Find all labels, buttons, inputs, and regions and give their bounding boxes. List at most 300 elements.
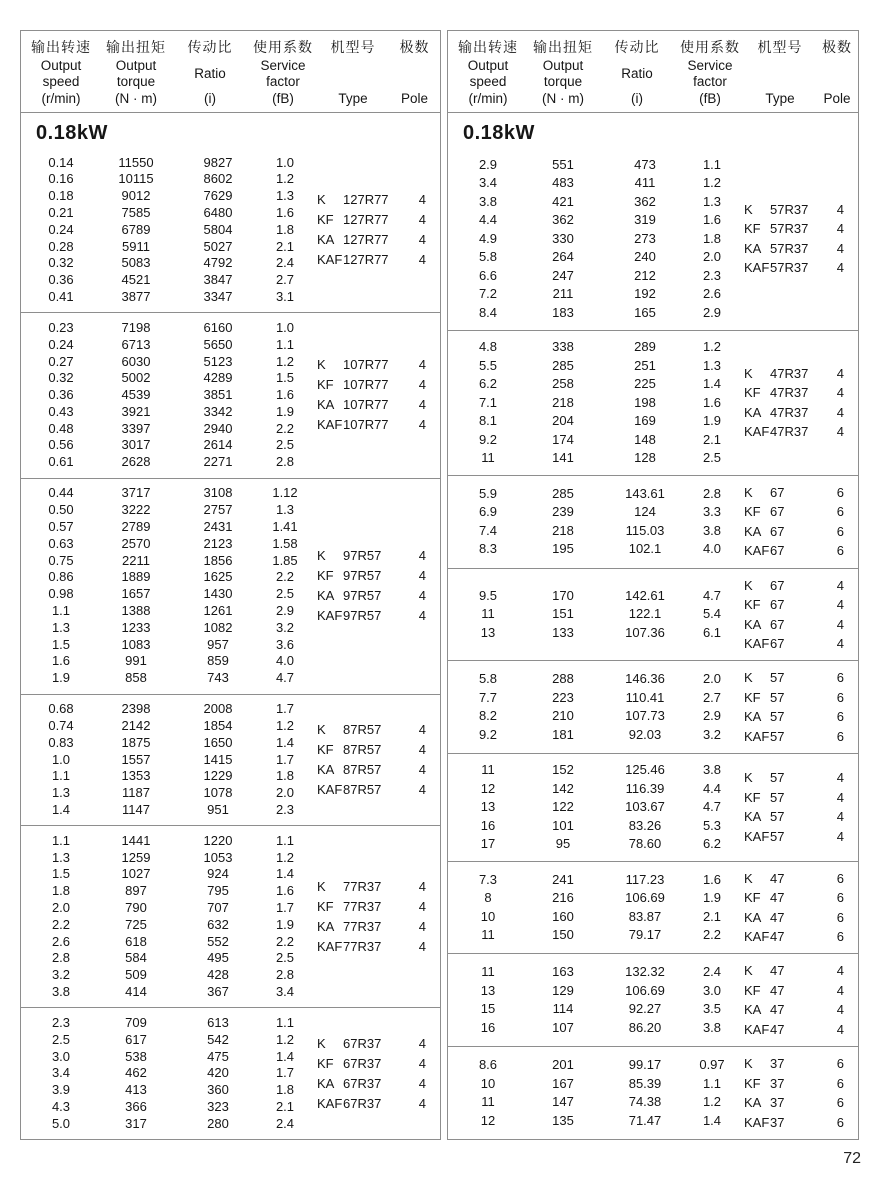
pole-value: 4 — [836, 636, 844, 651]
data-cell: 3222 — [121, 502, 151, 518]
data-cell: 1.1 — [275, 336, 295, 352]
type-prefix: K — [317, 192, 326, 208]
pole-value: 6 — [836, 1095, 844, 1111]
data-cell: 1625 — [203, 569, 233, 585]
type-entry — [744, 200, 846, 220]
type-entry — [317, 917, 428, 937]
type-model: 47 — [770, 890, 785, 906]
data-cell: 3017 — [121, 437, 151, 453]
header-en-line: Output — [542, 57, 584, 73]
pole-value: 6 — [836, 909, 844, 925]
data-cell: 5.9 — [478, 485, 498, 501]
data-cell: 743 — [207, 670, 229, 686]
data-cell: 135 — [552, 1112, 574, 1128]
header-col-1 — [101, 38, 171, 107]
type-entry — [317, 566, 428, 586]
data-cell: 107.36 — [625, 624, 665, 640]
pole-value: 4 — [836, 828, 844, 844]
type-model: 67 — [770, 597, 785, 612]
data-cell: 241 — [552, 871, 574, 887]
data-cell: 1.4 — [275, 734, 295, 750]
header-col-4 — [744, 38, 816, 107]
pole-value: 4 — [418, 761, 426, 777]
type-prefix: KF — [744, 982, 761, 998]
header-label-en — [687, 57, 732, 90]
data-cell: 2.8 — [275, 967, 295, 983]
type-model: 87R57 — [343, 741, 382, 757]
data-cell: 165 — [634, 304, 656, 320]
type-prefix: KAF — [317, 938, 343, 954]
data-cell: 319 — [634, 212, 656, 228]
data-cell: 1.1 — [275, 832, 295, 848]
type-prefix: KF — [744, 689, 761, 705]
data-cell: 1.6 — [275, 387, 295, 403]
header-col-0 — [21, 38, 101, 107]
type-entry — [744, 541, 846, 561]
data-cell: 584 — [125, 950, 147, 966]
pole-value: 4 — [836, 404, 844, 420]
data-cell: 5.5 — [478, 357, 498, 373]
data-cell: 317 — [125, 1115, 147, 1131]
type-list — [317, 720, 428, 800]
pole-value: 6 — [836, 689, 844, 705]
type-model: 57 — [770, 828, 785, 844]
header-col-0 — [448, 38, 528, 107]
data-cell: 107.73 — [625, 708, 665, 724]
data-cell: 3.8 — [702, 522, 722, 538]
data-cell: 2.1 — [702, 431, 722, 447]
data-cell: 859 — [207, 653, 229, 669]
pole-value: 4 — [836, 240, 844, 256]
pole-value: 4 — [836, 385, 844, 401]
data-cell: 5.8 — [478, 249, 498, 265]
data-cell: 551 — [552, 156, 574, 172]
data-cell: 0.97 — [699, 1057, 725, 1073]
pole-value: 4 — [836, 424, 844, 440]
data-cell: 251 — [634, 357, 656, 373]
type-prefix: K — [744, 577, 753, 593]
type-model: 57R37 — [770, 240, 809, 256]
data-cell: 1.2 — [275, 353, 295, 369]
data-cell: 2.5 — [275, 437, 295, 453]
data-cell: 2.7 — [702, 689, 722, 705]
data-cell: 5.0 — [51, 1115, 71, 1131]
header-en-line: Ratio — [621, 65, 653, 81]
data-cell: 3.2 — [275, 619, 295, 635]
type-prefix: KF — [317, 1055, 334, 1071]
data-rows — [456, 871, 740, 945]
type-model: 97R57 — [343, 588, 382, 604]
type-model: 47 — [770, 909, 785, 925]
data-cell: 92.27 — [628, 1001, 662, 1017]
type-model: 67 — [770, 616, 785, 632]
pole-value: 4 — [418, 878, 426, 894]
data-cell: 8 — [484, 890, 492, 906]
type-prefix: KF — [317, 568, 334, 584]
data-cell: 428 — [207, 967, 229, 983]
data-cell: 2.9 — [702, 708, 722, 724]
data-block — [448, 475, 858, 568]
data-cell: 0.61 — [48, 454, 74, 470]
data-cell: 11 — [481, 964, 495, 980]
blocks-container — [448, 148, 858, 1139]
data-cell: 2.2 — [275, 933, 295, 949]
data-cell: 411 — [634, 175, 656, 191]
pole-value: 6 — [836, 543, 844, 559]
data-cell: 1.1 — [51, 602, 71, 618]
header-unit: (N · m) — [115, 91, 157, 106]
type-model: 107R77 — [343, 397, 389, 413]
data-cell: 3342 — [203, 403, 233, 419]
type-prefix: K — [744, 670, 753, 686]
data-cell: 106.69 — [625, 982, 665, 998]
data-cell: 2.9 — [478, 156, 498, 172]
data-cell: 957 — [207, 636, 229, 652]
type-prefix: KAF — [744, 828, 770, 844]
type-prefix: KA — [317, 761, 335, 777]
data-cell: 2.4 — [275, 255, 295, 271]
pole-value: 4 — [836, 789, 844, 805]
type-entry — [744, 908, 846, 928]
data-cell: 707 — [207, 900, 229, 916]
data-cell: 11 — [481, 762, 495, 778]
data-cell: 6.2 — [478, 376, 498, 392]
data-cell: 1.1 — [51, 832, 71, 848]
data-cell: 0.28 — [48, 238, 74, 254]
data-cell: 1.6 — [702, 394, 722, 410]
data-cell: 1147 — [122, 801, 150, 817]
data-cell: 7.7 — [478, 689, 498, 705]
type-model: 47R37 — [770, 385, 809, 401]
header-label-zh: 极数 — [822, 39, 852, 55]
blocks-container — [21, 148, 440, 1139]
type-model: 77R37 — [343, 878, 382, 894]
header-label-zh: 机型号 — [757, 39, 803, 55]
data-cell: 1.9 — [51, 670, 71, 686]
data-cell: 85.39 — [628, 1075, 662, 1091]
header-unit: (i) — [204, 91, 216, 106]
header-label-en — [621, 57, 653, 90]
type-entry — [744, 239, 846, 259]
data-cell: 3.5 — [702, 1001, 722, 1017]
type-entry — [317, 546, 428, 566]
data-cell: 2628 — [121, 454, 151, 470]
data-block — [21, 148, 440, 312]
data-cell: 4.0 — [702, 541, 722, 557]
data-cell: 92.03 — [628, 726, 662, 742]
data-cell: 10 — [480, 908, 496, 924]
type-entry — [744, 576, 846, 596]
pole-value: 4 — [418, 898, 426, 914]
pole-value: 6 — [836, 1075, 844, 1091]
data-cell: 3.1 — [275, 288, 295, 304]
type-prefix: KAF — [744, 929, 770, 945]
data-cell: 160 — [552, 908, 574, 924]
pole-value: 4 — [418, 232, 426, 248]
data-rows — [456, 963, 740, 1037]
type-entry — [744, 869, 846, 889]
data-cell: 5911 — [122, 238, 150, 254]
data-block — [448, 953, 858, 1046]
type-entry — [744, 827, 846, 847]
type-prefix: K — [317, 721, 326, 737]
data-cell: 1.1 — [275, 1014, 295, 1030]
data-cell: 8.1 — [478, 413, 498, 429]
data-cell: 110.41 — [625, 689, 665, 705]
type-model: 67R37 — [343, 1055, 382, 1071]
type-prefix: K — [317, 1035, 326, 1051]
header-en-line: Output — [115, 57, 157, 73]
type-prefix: KA — [744, 523, 762, 539]
data-cell: 103.67 — [625, 799, 665, 815]
header-en-line: torque — [543, 73, 583, 89]
data-cell: 3.9 — [51, 1082, 71, 1098]
type-model: 67 — [770, 484, 785, 500]
table-header — [21, 31, 440, 113]
data-block — [21, 694, 440, 826]
data-cell: 240 — [634, 249, 656, 265]
type-prefix: KF — [744, 1075, 761, 1091]
data-cell: 1.12 — [272, 485, 298, 501]
type-prefix: K — [744, 870, 753, 886]
header-en-line: factor — [693, 73, 727, 89]
data-cell: 146.36 — [625, 671, 665, 687]
data-block — [21, 312, 440, 477]
type-model: 37 — [770, 1114, 785, 1130]
type-model: 87R57 — [343, 781, 382, 797]
pole-value: 6 — [836, 1114, 844, 1130]
data-cell: 1.9 — [275, 403, 295, 419]
data-cell: 117.23 — [625, 871, 665, 887]
data-cell: 247 — [552, 267, 574, 283]
data-cell: 795 — [207, 883, 229, 899]
data-cell: 0.86 — [48, 569, 74, 585]
data-cell: 413 — [125, 1082, 147, 1098]
type-model: 77R37 — [343, 898, 382, 914]
data-cell: 1.5 — [51, 636, 71, 652]
type-entry — [744, 1020, 846, 1040]
data-cell: 0.16 — [48, 171, 74, 187]
data-cell: 7629 — [203, 188, 233, 204]
data-cell: 17 — [480, 836, 496, 852]
data-cell: 1854 — [203, 717, 233, 733]
data-block — [448, 148, 858, 330]
data-cell: 2.0 — [702, 249, 722, 265]
type-entry — [317, 1034, 428, 1054]
data-cell: 3.8 — [478, 193, 498, 209]
data-cell: 1.2 — [275, 717, 295, 733]
data-cell: 3.0 — [51, 1048, 71, 1064]
type-prefix: KF — [317, 377, 334, 393]
data-cell: 4792 — [203, 255, 233, 271]
data-cell: 2.8 — [702, 485, 722, 501]
data-cell: 150 — [552, 927, 574, 943]
type-entry — [744, 502, 846, 522]
type-model: 67 — [770, 577, 785, 593]
data-rows — [29, 701, 313, 819]
data-cell: 142.61 — [625, 587, 665, 603]
header-unit: Type — [338, 91, 368, 106]
data-cell: 0.41 — [48, 288, 74, 304]
data-cell: 1.1 — [702, 1075, 722, 1091]
type-prefix: KF — [744, 504, 761, 520]
type-prefix: KA — [317, 397, 335, 413]
pole-value: 4 — [418, 588, 426, 604]
data-cell: 475 — [207, 1048, 229, 1064]
pole-value: 4 — [418, 568, 426, 584]
pole-value: 6 — [836, 728, 844, 744]
data-cell: 0.44 — [48, 485, 74, 501]
data-cell: 7.3 — [478, 871, 498, 887]
type-prefix: KAF — [317, 417, 343, 433]
data-cell: 170 — [552, 587, 574, 603]
data-cell: 951 — [207, 801, 229, 817]
data-cell: 1.9 — [702, 890, 722, 906]
data-cell: 1.8 — [275, 1082, 295, 1098]
data-cell: 3.4 — [478, 175, 498, 191]
data-cell: 5.8 — [478, 671, 498, 687]
type-entry — [317, 780, 428, 800]
data-cell: 1.3 — [275, 502, 295, 518]
header-label-zh: 输出转速 — [458, 39, 518, 55]
data-cell: 613 — [207, 1014, 229, 1030]
data-block — [448, 568, 858, 660]
type-list — [744, 576, 846, 654]
pole-value: 4 — [836, 1002, 844, 1018]
data-cell: 4.0 — [275, 653, 295, 669]
type-prefix: KA — [744, 1095, 762, 1111]
data-cell: 11 — [481, 450, 495, 466]
data-cell: 239 — [552, 504, 574, 520]
data-cell: 1.2 — [702, 175, 722, 191]
data-cell: 0.50 — [48, 502, 74, 518]
data-cell: 1.9 — [702, 413, 722, 429]
data-cell: 183 — [552, 304, 574, 320]
data-cell: 2.1 — [702, 908, 722, 924]
header-label-en — [543, 57, 584, 90]
data-cell: 13 — [480, 624, 496, 640]
pole-value: 4 — [836, 1021, 844, 1037]
data-cell: 11550 — [118, 154, 154, 170]
type-model: 57R37 — [770, 260, 809, 276]
data-cell: 3847 — [203, 272, 233, 288]
type-prefix: KA — [744, 404, 762, 420]
data-block — [21, 1007, 440, 1139]
data-cell: 152 — [552, 762, 574, 778]
data-cell: 2.9 — [275, 602, 295, 618]
type-entry — [317, 355, 428, 375]
type-entry — [744, 522, 846, 542]
pole-value: 6 — [836, 709, 844, 725]
data-cell: 3.6 — [275, 636, 295, 652]
data-cell: 174 — [552, 431, 574, 447]
data-cell: 3921 — [121, 403, 151, 419]
data-cell: 169 — [634, 413, 656, 429]
pole-value: 6 — [836, 670, 844, 686]
data-cell: 10 — [480, 1075, 496, 1091]
data-cell: 2.7 — [275, 272, 295, 288]
header-en-line: Output — [467, 57, 509, 73]
data-rows — [456, 587, 740, 643]
type-entry — [744, 1000, 846, 1020]
data-cell: 192 — [634, 286, 656, 302]
type-entry — [744, 927, 846, 947]
data-cell: 2271 — [203, 454, 233, 470]
spec-table-left — [20, 30, 441, 1140]
data-cell: 5804 — [203, 221, 233, 237]
header-en-line: speed — [42, 73, 80, 89]
type-prefix: KF — [744, 385, 761, 401]
header-col-5 — [816, 38, 858, 107]
data-cell: 1.8 — [275, 221, 295, 237]
data-cell: 1.4 — [275, 1048, 295, 1064]
pole-value: 4 — [418, 1035, 426, 1051]
data-cell: 102.1 — [628, 541, 662, 557]
data-cell: 366 — [125, 1098, 147, 1114]
type-prefix: K — [744, 1056, 753, 1072]
pole-value: 4 — [836, 809, 844, 825]
type-prefix: KF — [744, 890, 761, 906]
data-cell: 79.17 — [628, 927, 662, 943]
header-en-line: Ratio — [194, 65, 226, 81]
data-cell: 11 — [481, 1094, 495, 1110]
data-cell: 1.6 — [275, 204, 295, 220]
data-cell: 1353 — [121, 768, 151, 784]
data-cell: 617 — [125, 1031, 147, 1047]
data-cell: 5.4 — [702, 606, 722, 622]
page-number: 72 — [843, 1150, 861, 1167]
pole-value: 4 — [836, 365, 844, 381]
data-cell: 3.2 — [702, 726, 722, 742]
type-entry — [317, 606, 428, 626]
type-model: 47 — [770, 1002, 785, 1018]
data-cell: 204 — [552, 413, 574, 429]
data-cell: 1.6 — [702, 871, 722, 887]
data-cell: 195 — [552, 541, 574, 557]
data-cell: 264 — [552, 249, 574, 265]
type-model: 57 — [770, 789, 785, 805]
type-model: 67 — [770, 523, 785, 539]
spec-table-right — [447, 30, 859, 1140]
type-list — [744, 1054, 846, 1132]
type-prefix: KF — [744, 221, 761, 237]
pole-value: 4 — [836, 770, 844, 786]
header-col-2 — [171, 38, 249, 107]
data-cell: 1.7 — [275, 1065, 295, 1081]
data-cell: 122.1 — [628, 606, 662, 622]
type-list — [317, 355, 428, 435]
type-prefix: K — [744, 963, 753, 979]
data-cell: 1.85 — [272, 552, 298, 568]
data-cell: 6713 — [121, 336, 151, 352]
type-prefix: K — [744, 201, 753, 217]
data-cell: 285 — [552, 357, 574, 373]
data-cell: 13 — [480, 982, 496, 998]
type-model: 77R37 — [343, 938, 382, 954]
data-cell: 1388 — [121, 602, 151, 618]
data-rows — [29, 1015, 313, 1133]
data-cell: 1441 — [121, 832, 151, 848]
data-cell: 122 — [552, 799, 574, 815]
header-label-en — [260, 57, 305, 90]
type-list — [317, 877, 428, 957]
data-cell: 141 — [552, 450, 574, 466]
type-prefix: K — [317, 357, 326, 373]
data-cell: 1.4 — [702, 376, 722, 392]
data-cell: 462 — [125, 1065, 147, 1081]
data-cell: 71.47 — [628, 1112, 662, 1128]
data-cell: 201 — [552, 1057, 574, 1073]
